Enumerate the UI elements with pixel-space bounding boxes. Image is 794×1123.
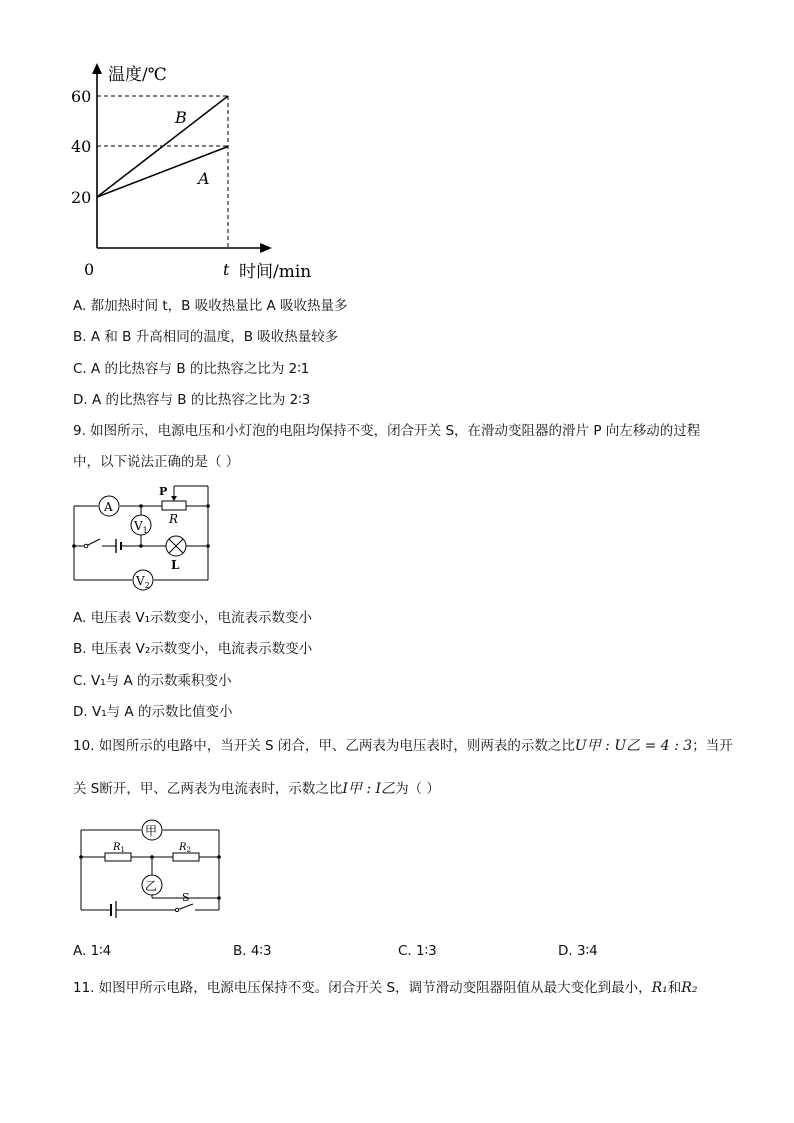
tick-20: 20 — [71, 188, 92, 207]
q10-option-d: D. 3∶4 — [558, 943, 598, 959]
y-axis-label: 温度/℃ — [108, 65, 167, 85]
q9-circuit-diagram — [68, 482, 218, 592]
lamp-icon — [166, 536, 186, 572]
q10-ratio-current: I甲 : I乙 — [342, 781, 396, 797]
x-axis-label: 时间/min — [239, 262, 312, 282]
q10-stem-end2: 为（ ） — [395, 781, 440, 797]
svg-text:L: L — [171, 558, 180, 572]
series-b-label: B — [175, 108, 187, 127]
x-axis-arrow — [260, 243, 272, 253]
svg-text:乙: 乙 — [145, 879, 158, 893]
temperature-time-graph — [60, 60, 340, 285]
q10-option-c: C. 1∶3 — [398, 943, 437, 959]
voltmeter-v2-icon — [133, 570, 153, 590]
q10-stem-text2: 关 S断开，甲、乙两表为电流表时，示数之比 — [73, 781, 343, 797]
svg-text:V1: $V_1$ — [134, 519, 148, 535]
q8-option-b: B. A 和 B 升高相同的温度，B 吸收热量较多 — [73, 329, 339, 345]
ammeter-icon — [99, 496, 119, 516]
q11-r2: R₂ — [681, 980, 698, 996]
q9-option-a: A. 电压表 V₁示数变小，电流表示数变小 — [73, 610, 313, 626]
q10-stem-end1: ；当开 — [692, 738, 733, 754]
tick-40: 40 — [71, 137, 92, 156]
q10-stem-text1: 10. 如图所示的电路中，当开关 S 闭合，甲、乙两表为电压表时，则两表的示数之比 — [73, 738, 575, 754]
q10-stem-line1 — [73, 737, 733, 755]
q9-option-d: D. V₁与 A 的示数比值变小 — [73, 704, 233, 720]
meter-jia-icon — [142, 820, 162, 840]
q11-stem-text: 11. 如图甲所示电路，电源电压保持不变。闭合开关 S，调节滑动变阻器阻值从最大变化到最小， — [73, 980, 652, 996]
svg-text:P: P — [159, 485, 168, 498]
q9-option-b: B. 电压表 V₂示数变小，电流表示数变小 — [73, 641, 313, 657]
q9-option-c: C. V₁与 A 的示数乘积变小 — [73, 673, 232, 689]
svg-text:R2: $R_2$ — [179, 842, 191, 854]
tick-60: 60 — [71, 87, 92, 106]
svg-text:R1: $R_1$ — [113, 842, 125, 854]
q8-option-d: D. A 的比热容与 B 的比热容之比为 2∶3 — [73, 392, 311, 408]
switch-s-label: S — [182, 891, 190, 904]
q10-circuit-diagram — [73, 818, 228, 918]
q10-stem-line2 — [73, 780, 440, 798]
q8-option-a: A. 都加热时间 t，B 吸收热量比 A 吸收热量多 — [73, 298, 348, 314]
origin-label: 0 — [84, 260, 95, 279]
meter-yi-icon — [142, 875, 162, 895]
q10-option-a: A. 1∶4 — [73, 943, 112, 959]
q9-stem-line1: 9. 如图所示，电源电压和小灯泡的电阻均保持不变，闭合开关 S，在滑动变阻器的滑片 P 向左移动的过程 — [73, 423, 701, 439]
resistor-r2 — [173, 842, 199, 861]
svg-text:V2: $V_2$ — [136, 574, 150, 590]
q9-stem-line2: 中，以下说法正确的是（ ） — [73, 454, 240, 470]
voltmeter-v1-icon — [131, 515, 151, 535]
svg-text:甲: 甲 — [145, 824, 158, 838]
q8-option-c: C. A 的比热容与 B 的比热容之比为 2∶1 — [73, 361, 310, 377]
series-a-label: A — [198, 169, 210, 188]
q10-option-b: B. 4∶3 — [233, 943, 272, 959]
t-label: t — [223, 260, 230, 279]
y-axis-arrow — [92, 63, 102, 74]
svg-text:A: A — [104, 500, 113, 514]
resistor-r — [159, 485, 186, 526]
q11-stem-line1 — [73, 979, 697, 997]
q10-ratio-voltage: U甲 : U乙 = 4 : 3 — [574, 738, 693, 754]
q11-r1: R₁ — [651, 980, 668, 996]
svg-text:R: R — [169, 512, 179, 526]
resistor-r1 — [105, 842, 131, 861]
q11-and: 和 — [667, 980, 682, 996]
